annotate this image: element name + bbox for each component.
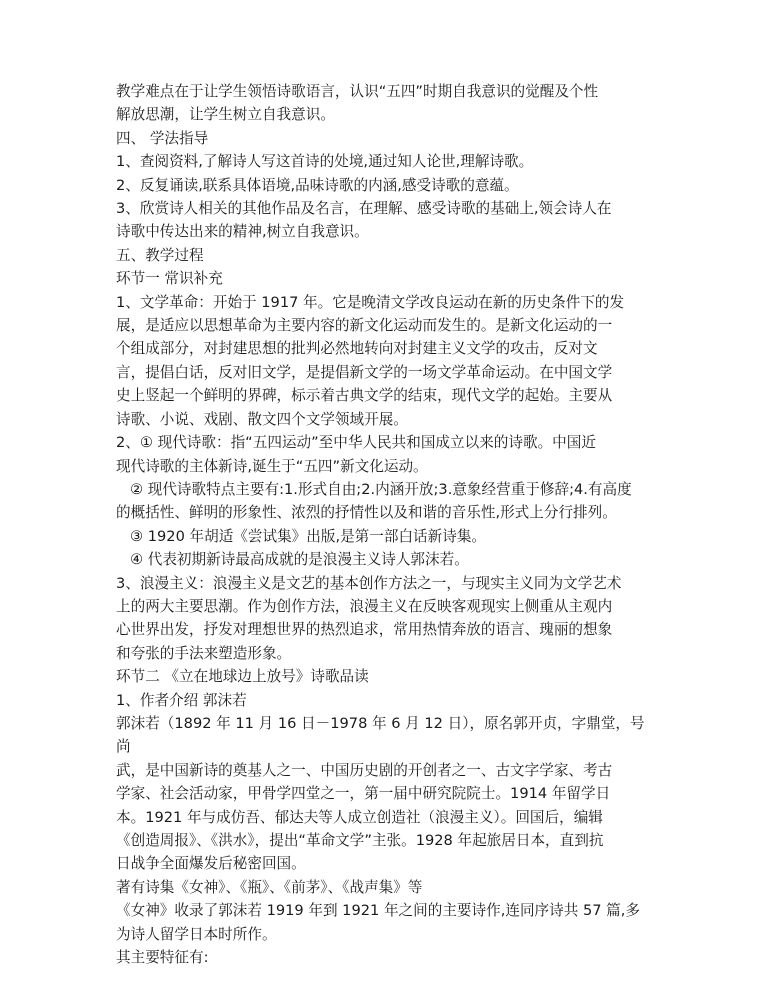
text-line: 郭沫若（1892 年 11 月 16 日－1978 年 6 月 12 日），原名郭开贞，字鼎堂，号尚: [116, 714, 645, 756]
text-line: 1、文学革命：开始于 1917 年。它是晚清文学改良运动在新的历史条件下的发: [116, 293, 625, 311]
subsection-heading: 环节一 常识补充: [116, 270, 223, 288]
text-line: 解放思潮，让学生树立自我意识。: [116, 106, 335, 124]
text-line: 1、查阅资料,了解诗人写这首诗的处境,通过知人论世,理解诗歌。: [116, 153, 534, 171]
text-line: 其主要特征有:: [116, 949, 209, 967]
text-line: 教学难点在于让学生领悟诗歌语言，认识“五四”时期自我意识的觉醒及个性: [116, 83, 599, 100]
text-line: 史上竖起一个鲜明的界碑，标示着古典文学的结束，现代文学的起始。主要从: [116, 387, 613, 405]
text-line: 3、欣赏诗人相关的其他作品及名言，在理解、感受诗歌的基础上,领会诗人在: [116, 200, 612, 218]
text-line: ② 现代诗歌特点主要有:1.形式自由;2.内涵开放;3.意象经营重于修辞;4.有高度: [130, 480, 632, 498]
text-line: 2、反复诵读,联系具体语境,品味诗歌的内涵,感受诗歌的意蕴。: [116, 176, 519, 194]
text-line: 和夸张的手法来塑造形象。: [116, 644, 292, 662]
section-heading: 五、教学过程: [116, 246, 204, 264]
text-line: 日战争全面爆发后秘密回国。: [116, 855, 306, 873]
text-line: 著有诗集《女神》、《瓶》、《前茅》、《战声集》等: [116, 878, 423, 896]
text-line: 本。1921 年与成仿吾、郁达夫等人成立创造社（浪漫主义）。回国后，编辑: [116, 808, 603, 826]
text-line: 2、① 现代诗歌：指“五四运动”至中华人民共和国成立以来的诗歌。中国近: [116, 434, 596, 452]
section-heading: 四、 学法指导: [116, 129, 209, 147]
text-line: 武，是中国新诗的奠基人之一、中国历史剧的开创者之一、古文字学家、考古: [116, 761, 613, 779]
text-line: 言，提倡白话，反对旧文学，是提倡新文学的一场文学革命运动。在中国文学: [116, 363, 613, 381]
text-line: 3、浪漫主义：浪漫主义是文艺的基本创作方法之一，与现实主义同为文学艺术: [116, 574, 622, 592]
text-line: 现代诗歌的主体新诗,诞生于“五四”新文化运动。: [116, 457, 428, 475]
subsection-heading: 环节二 《立在地球边上放号》诗歌品读: [116, 668, 369, 686]
text-line: 1、作者介绍 郭沫若: [116, 691, 247, 709]
text-line: 为诗人留学日本时所作。: [116, 925, 277, 943]
text-line: 上的两大主要思潮。作为创作方法，浪漫主义在反映客观现实上侧重从主观内: [116, 597, 613, 615]
text-line: ③ 1920 年胡适《尝试集》出版,是第一部白话新诗集。: [130, 527, 487, 545]
text-line: 诗歌、小说、戏剧、散文四个文学领域开展。: [116, 410, 408, 428]
text-line: 心世界出发，抒发对理想世界的热烈追求，常用热情奔放的语言、瑰丽的想象: [116, 621, 613, 639]
document-page: [116, 80, 656, 969]
text-line: 学家、社会活动家，甲骨学四堂之一，第一届中研究院院士。1914 年留学日: [116, 785, 611, 803]
text-line: 的概括性、鲜明的形象性、浓烈的抒情性以及和谐的音乐性,形式上分行排列。: [116, 504, 617, 522]
text-line: ④ 代表初期新诗最高成就的是浪漫主义诗人郭沫若。: [130, 551, 469, 569]
text-line: 《女神》收录了郭沫若 1919 年到 1921 年之间的主要诗作,连同序诗共 57 篇,多: [116, 902, 640, 920]
text-line: 展，是适应以思想革命为主要内容的新文化运动而发生的。是新文化运动的一: [116, 317, 613, 335]
text-line: 《创造周报》、《洪水》，提出“革命文学”主张。1928 年起旅居日本，直到抗: [116, 832, 604, 849]
text-line: 个组成部分，对封建思想的批判必然地转向对封建主义文学的攻击，反对文: [116, 340, 598, 358]
text-line: 诗歌中传达出来的精神,树立自我意识。: [116, 223, 369, 241]
